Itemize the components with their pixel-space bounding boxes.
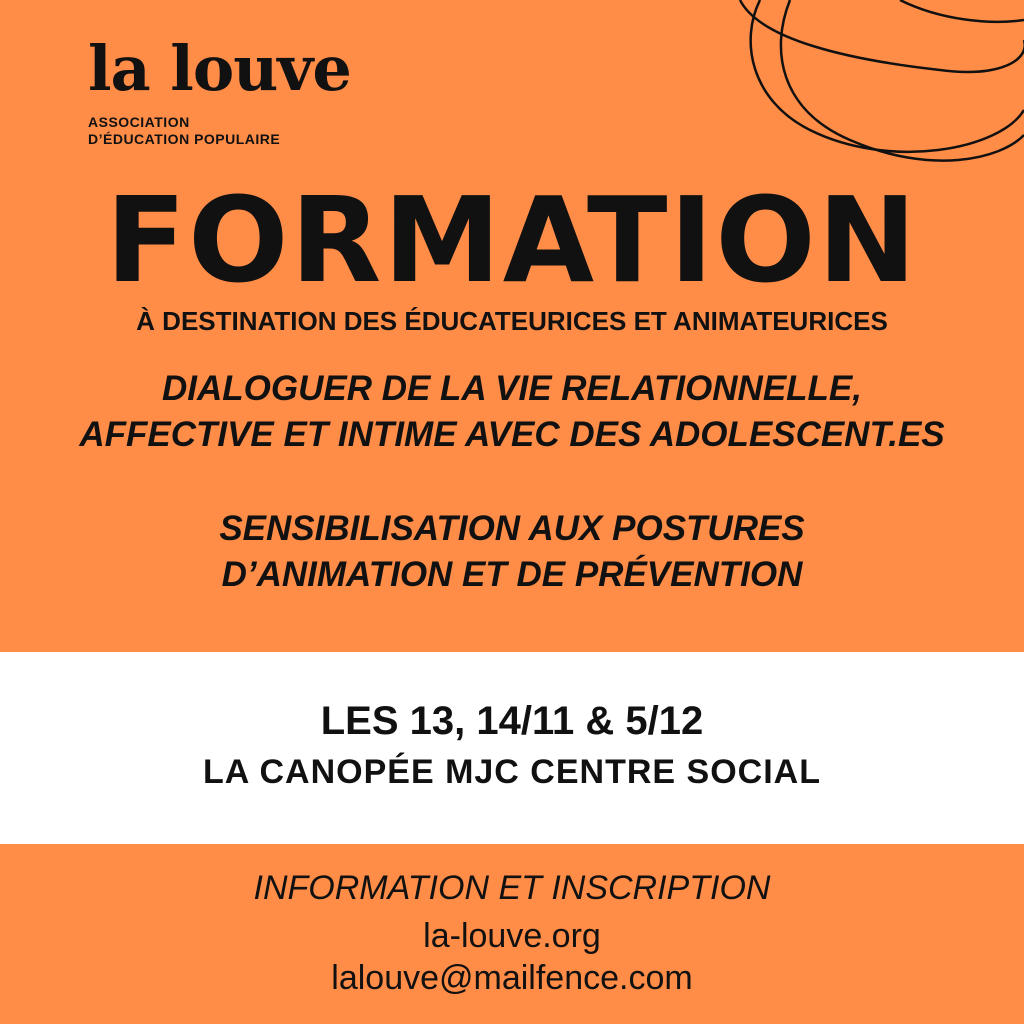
topic-line: D’ANIMATION ET DE PRÉVENTION (221, 555, 803, 594)
logo-wordmark: la louve (88, 32, 351, 105)
logo-subtitle (88, 114, 351, 148)
headline-title: FORMATION (105, 171, 919, 309)
white-info-band (0, 652, 1024, 844)
topic-line: DIALOGUER DE LA VIE RELATIONNELLE, (161, 369, 863, 408)
event-dates: LES 13, 14/11 & 5/12 (320, 699, 704, 743)
decorative-swirl-icon (700, 0, 1024, 180)
contact-title: INFORMATION ET INSCRIPTION (253, 869, 771, 907)
topic-block (0, 506, 1024, 598)
email-link[interactable]: lalouve@mailfence.com (331, 959, 693, 997)
topic-line: AFFECTIVE ET INTIME AVEC DES ADOLESCENT.ES (79, 415, 945, 454)
topic-block (0, 366, 1024, 458)
event-venue: LA CANOPÉE MJC CENTRE SOCIAL (202, 753, 821, 791)
logo-subtitle-line: D’ÉDUCATION POPULAIRE (88, 131, 281, 147)
logo-subtitle-line: ASSOCIATION (88, 114, 190, 130)
audience-subtitle: À DESTINATION DES ÉDUCATEURICES ET ANIMATEURICES (136, 306, 888, 336)
website-link[interactable]: la-louve.org (423, 917, 601, 955)
la-louve-logo (88, 30, 351, 148)
topic-line: SENSIBILISATION AUX POSTURES (219, 509, 805, 548)
